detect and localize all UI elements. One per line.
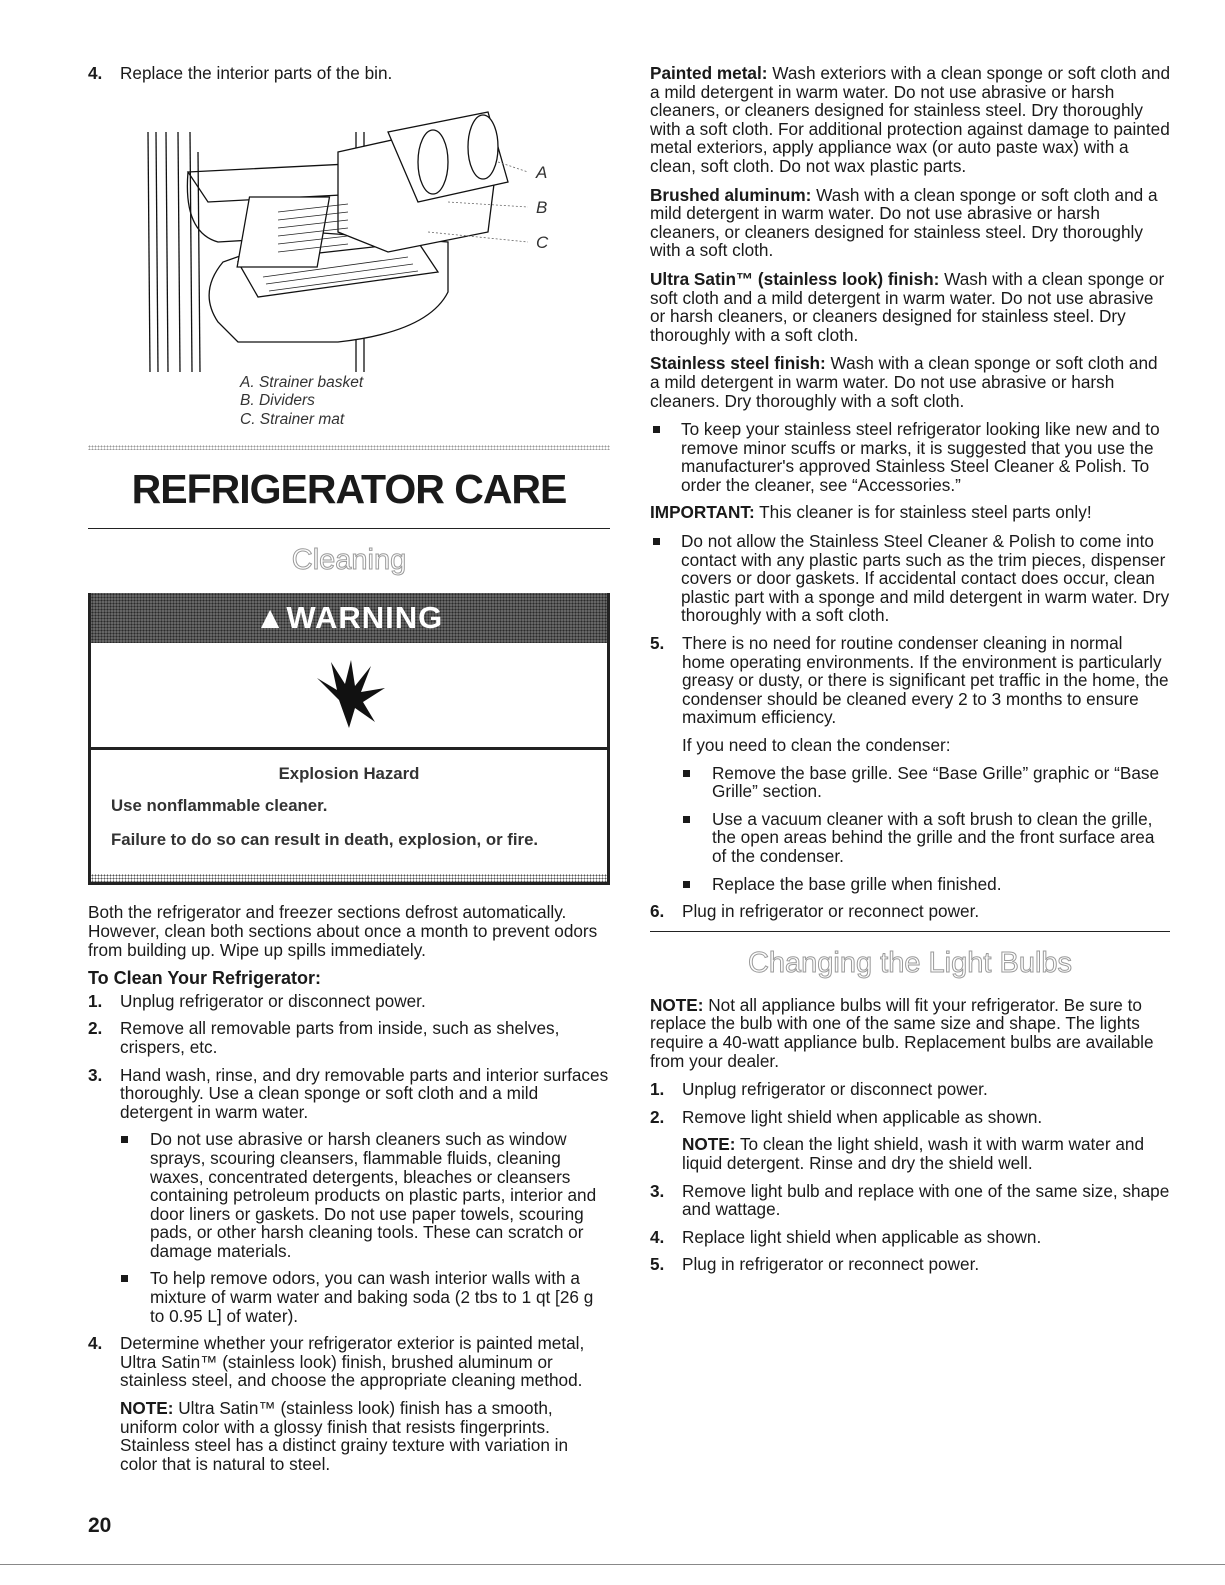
- ultra-satin-paragraph: Ultra Satin™ (stainless look) finish: Wash with a clean sponge or soft cloth and a mild detergent in warm water. Do not use abrasive or harsh cleaners, or cleaners designed for stainless steel. Dry thoroughly with a soft cloth.: [650, 268, 1165, 345]
- bullet-item: Replace the base grille when finished.: [650, 875, 1170, 894]
- page-number: 20: [88, 1514, 112, 1537]
- step-text: Unplug refrigerator or disconnect power.: [120, 990, 426, 1011]
- bulb-step-1: [650, 1080, 1170, 1099]
- important-paragraph: IMPORTANT: This cleaner is for stainless steel parts only!: [650, 502, 1092, 523]
- bin-illustration: [88, 92, 610, 372]
- callout-b: B: [536, 197, 548, 217]
- step-number: 5.: [650, 1254, 665, 1275]
- note-label: NOTE:: [682, 1134, 736, 1155]
- bulb-note: NOTE: Not all appliance bulbs will fit your refrigerator. Be sure to replace the bulb with one of the same size and shape. The lights require a 40-watt appliance bulb. Replacement bulbs are available from your dealer.: [650, 994, 1154, 1071]
- page-title: REFRIGERATOR CARE: [131, 466, 567, 513]
- warning-line-2: Failure to do so can result in death, explosion, or fire.: [111, 830, 539, 850]
- step-text: Hand wash, rinse, and dry removable parts and interior surfaces thoroughly. Use a clean sponge or soft cloth and a mild detergent in warm water.: [120, 1064, 609, 1122]
- callout-c: C: [536, 232, 549, 252]
- bulb-step-5: [650, 1255, 1170, 1274]
- explosion-icon: [91, 643, 607, 750]
- note: [88, 1399, 610, 1473]
- caption-c: C. Strainer mat: [240, 410, 345, 428]
- step-number: 2.: [88, 1018, 103, 1039]
- warning-label: WARNING: [286, 600, 444, 636]
- step-number: 3.: [88, 1064, 103, 1085]
- bulb-step-3: [650, 1182, 1170, 1219]
- step-3: [88, 1066, 610, 1122]
- left-column: [88, 64, 610, 1482]
- step-4-replace: [88, 64, 610, 83]
- step-text: Remove light shield when applicable as shown.: [682, 1106, 1043, 1127]
- note-text: Ultra Satin™ (stainless look) finish has a smooth, uniform color with a glossy finish that resists fingerprints. Stainless steel has a distinct grainy texture with variation in color that is natural to steel.: [120, 1398, 569, 1474]
- step-1: [88, 992, 610, 1011]
- step-number: 1.: [88, 990, 103, 1011]
- figure-caption: [240, 374, 610, 430]
- step-number: 1.: [650, 1079, 665, 1100]
- step-number: 4.: [88, 1333, 103, 1354]
- step-text: Plug in refrigerator or reconnect power.: [682, 1254, 980, 1275]
- subheading: To Clean Your Refrigerator:: [88, 968, 322, 989]
- bullet-item: Do not allow the Stainless Steel Cleaner & Polish to come into contact with any plastic parts such as the trim pieces, dispenser covers or door gaskets. If accidental contact does occur, clean plastic part with a sponge and mild detergent in warm water. Dry thoroughly with a soft cloth.: [650, 532, 1170, 625]
- step-number: 3.: [650, 1180, 665, 1201]
- step-text: There is no need for routine condenser cleaning in normal home operating environments. If the environment is particularly greasy or dusty, or there is significant pet traffic in the home, the condenser should be cleaned every 2 to 3 months to ensure maximum efficiency.: [682, 633, 1169, 728]
- step-5: [650, 634, 1170, 727]
- bullet-item: To help remove odors, you can wash interior walls with a mixture of warm water and baking soda (2 tbs to 1 qt [26 g to 0.95 L] of water).: [88, 1269, 610, 1325]
- section-rule: [650, 931, 1170, 932]
- step-2: [88, 1019, 610, 1056]
- step-text: Replace light shield when applicable as shown.: [682, 1226, 1042, 1247]
- step-number: 6.: [650, 901, 665, 922]
- condenser-intro: If you need to clean the condenser:: [682, 735, 951, 755]
- light-shield-note: [650, 1135, 1170, 1172]
- bullet-item: Remove the base grille. See “Base Grille” graphic or “Base Grille” section.: [650, 764, 1170, 801]
- step-text: Replace the interior parts of the bin.: [120, 63, 393, 83]
- warning-text: [91, 750, 607, 874]
- bottom-border: [0, 1564, 1225, 1565]
- dotted-divider: [88, 445, 610, 450]
- strainer-bin-drawing: [88, 92, 610, 372]
- warning-box: [88, 593, 610, 885]
- step-text: Unplug refrigerator or disconnect power.: [682, 1079, 988, 1100]
- brushed-aluminum-paragraph: Brushed aluminum: Wash with a clean sponge or soft cloth and a mild detergent in warm water. Do not use abrasive or harsh cleaners, or cleaners designed for stainless steel. Dry thoroughly with a soft cloth.: [650, 184, 1158, 261]
- bullet-item: Use a vacuum cleaner with a soft brush to clean the grille, the open areas behind the grille and the front surface area of the condenser.: [650, 810, 1170, 866]
- warning-header: [91, 593, 607, 643]
- callout-a: A: [536, 162, 548, 182]
- note-text: To clean the light shield, wash it with warm water and liquid detergent. Rinse and dry the shield well.: [682, 1134, 1145, 1173]
- warning-line-1: Use nonflammable cleaner.: [111, 796, 328, 816]
- caption-b: B. Dividers: [240, 392, 315, 410]
- step-text: Determine whether your refrigerator exterior is painted metal, Ultra Satin™ (stainless look) finish, brushed aluminum or stainless steel, and choose the appropriate cleaning method.: [120, 1333, 585, 1391]
- step-text: Remove all removable parts from inside, such as shelves, crispers, etc.: [120, 1018, 560, 1057]
- step-text: Remove light bulb and replace with one of the same size, shape and wattage.: [682, 1180, 1170, 1220]
- step-6: [650, 902, 1170, 921]
- stainless-steel-paragraph: Stainless steel finish: Wash with a clean sponge or soft cloth and a mild detergent in warm water. Do not use abrasive or harsh cleaners. Dry thoroughly with a soft cloth.: [650, 353, 1158, 411]
- warning-bottom-band: [91, 874, 607, 882]
- bulb-step-4: [650, 1228, 1170, 1247]
- hazard-title: Explosion Hazard: [278, 764, 420, 784]
- step-number: 2.: [650, 1106, 665, 1127]
- note-label: NOTE:: [120, 1398, 174, 1419]
- intro-paragraph: Both the refrigerator and freezer sections defrost automatically. However, clean both sections about once a month to prevent odors from building up. Wipe up spills immediately.: [88, 902, 598, 960]
- step-number: 4.: [88, 63, 103, 83]
- section-heading-light-bulbs: Changing the Light Bulbs: [747, 946, 1073, 979]
- section-heading-cleaning: Cleaning: [291, 544, 407, 577]
- caption-a: A. Strainer basket: [240, 373, 364, 391]
- title-rule: [88, 528, 610, 529]
- bulb-step-2: [650, 1108, 1170, 1127]
- warning-triangle-icon: ▲: [254, 600, 287, 636]
- bullet-item: Do not use abrasive or harsh cleaners such as window sprays, scouring cleansers, flammable fluids, cleaning waxes, concentrated detergents, bleaches or cleansers containing petroleum products on plastic parts, interior and door liners or gaskets. Do not use paper towels, scouring pads, or other harsh cleaning tools. These can scratch or damage materials.: [88, 1130, 610, 1260]
- step-number: 4.: [650, 1226, 665, 1247]
- step-4: [88, 1334, 610, 1390]
- step-number: 5.: [650, 633, 665, 654]
- bullet-item: To keep your stainless steel refrigerator looking like new and to remove minor scuffs or marks, it is suggested that you use the manufacturer's approved Stainless Steel Cleaner & Polish. To order the cleaner, see “Accessories.”: [650, 420, 1170, 494]
- step-text: Plug in refrigerator or reconnect power.: [682, 901, 980, 922]
- right-column: [650, 64, 1170, 1283]
- painted-metal-paragraph: Painted metal: Wash exteriors with a clean sponge or soft cloth and a mild detergent in warm water. Do not use abrasive or harsh cleaners, or cleaners designed for stainless steel. Dry thoroughly with a soft cloth. For additional protection against damage to painted metal exteriors, apply appliance wax (or auto paste wax) with a clean, soft cloth. Do not wax plastic parts.: [650, 63, 1171, 176]
